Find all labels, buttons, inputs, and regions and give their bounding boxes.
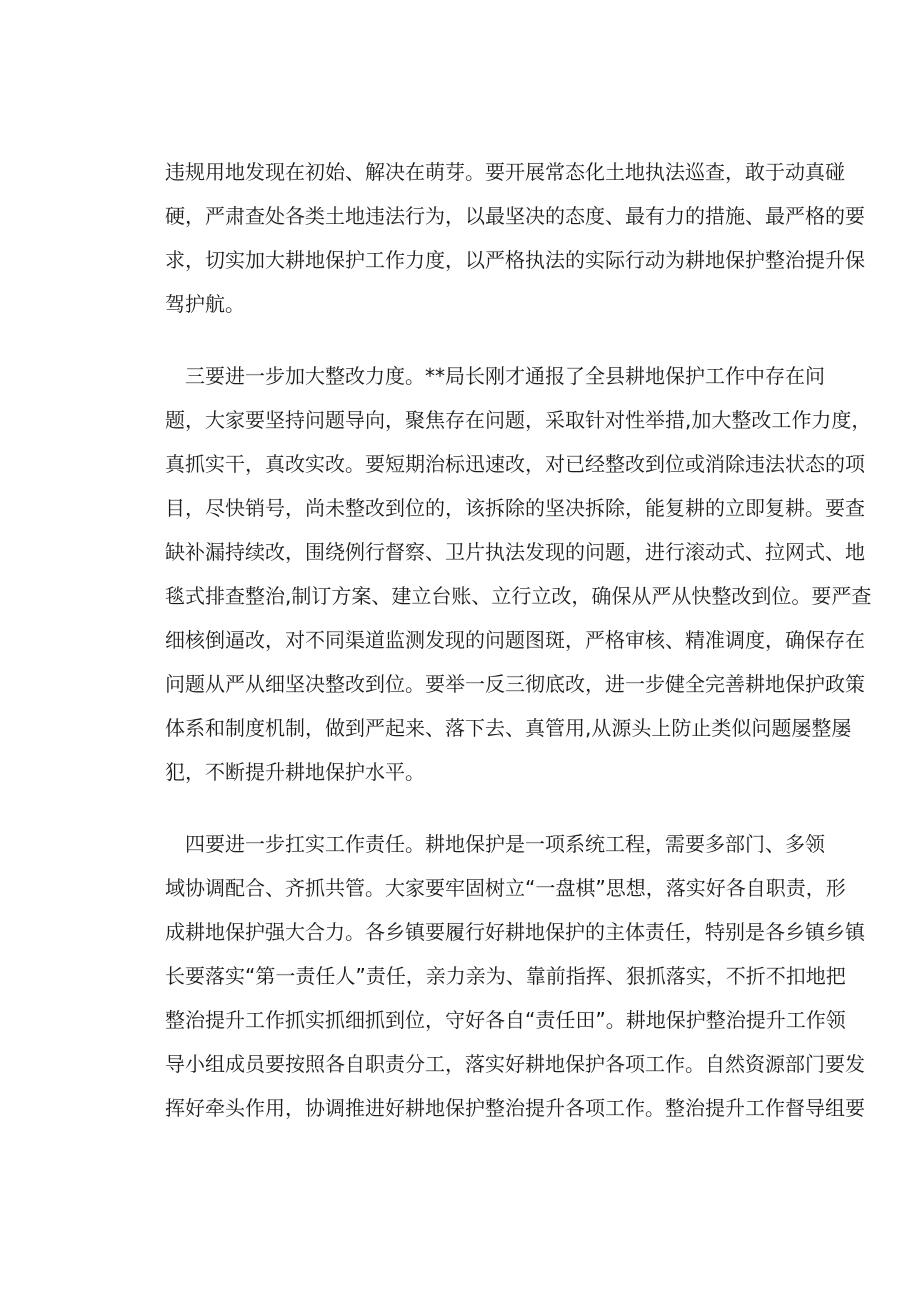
text-line: 三要进一步加大整改力度。**局长刚才通报了全县耕地保护工作中存在问 (185, 364, 825, 388)
text-line: 问题从严从细坚决整改到位。要举一反三彻底改，进一步健全完善耕地保护政策 (165, 672, 865, 696)
text-line: 整治提升工作抓实抓细抓到位，守好各自“责任田”。耕地保护整治提升工作领 (165, 1008, 846, 1032)
text-line: 域协调配合、齐抓共管。大家要牢固树立“一盘棋”思想，落实好各自职责，形 (165, 876, 846, 900)
text-line: 求，切实加大耕地保护工作力度，以严格执法的实际行动为耕地保护整治提升保 (165, 248, 865, 272)
text-line: 犯，不断提升耕地保护水平。 (165, 760, 425, 784)
paragraph-four (165, 822, 865, 1130)
paragraph-continuation (165, 150, 865, 326)
text-line: 体系和制度机制，做到严起来、落下去、真管用,从源头上防止类似问题屡整屡 (165, 716, 852, 740)
paragraph-three (165, 354, 872, 794)
text-line: 真抓实干，真改实改。要短期治标迅速改，对已经整改到位或消除违法状态的项 (165, 452, 865, 476)
text-line: 成耕地保护强大合力。各乡镇要履行好耕地保护的主体责任，特别是各乡镇乡镇 (165, 920, 865, 944)
text-line: 毯式排查整治,制订方案、建立台账、立行立改，确保从严从快整改到位。要严查 (165, 584, 872, 608)
text-line: 挥好牵头作用，协调推进好耕地保护整治提升各项工作。整治提升工作督导组要 (165, 1096, 865, 1120)
paragraph-gap (165, 794, 805, 822)
text-line: 导小组成员要按照各自职责分工，落实好耕地保护各项工作。自然资源部门要发 (165, 1052, 865, 1076)
text-line: 目，尽快销号，尚未整改到位的，该拆除的坚决拆除，能复耕的立即复耕。要查 (165, 496, 865, 520)
text-line: 题，大家要坚持问题导向，聚焦存在问题，采取针对性举措,加大整改工作力度， (165, 408, 872, 432)
text-line: 四要进一步扛实工作责任。耕地保护是一项系统工程，需要多部门、多领 (185, 832, 825, 856)
paragraph-gap (165, 326, 805, 354)
text-line: 硬，严肃查处各类土地违法行为，以最坚决的态度、最有力的措施、最严格的要 (165, 204, 865, 228)
text-line: 驾护航。 (165, 292, 245, 316)
text-line: 细核倒逼改，对不同渠道监测发现的问题图斑，严格审核、精准调度，确保存在 (165, 628, 865, 652)
text-line: 违规用地发现在初始、解决在萌芽。要开展常态化土地执法巡查，敢于动真碰 (165, 160, 845, 184)
text-line: 长要落实“第一责任人”责任，亲力亲为、靠前指挥、狠抓落实，不折不扣地把 (165, 964, 846, 988)
text-line: 缺补漏持续改，围绕例行督察、卫片执法发现的问题，进行滚动式、拉网式、地 (165, 540, 865, 564)
document-body (165, 150, 872, 1130)
